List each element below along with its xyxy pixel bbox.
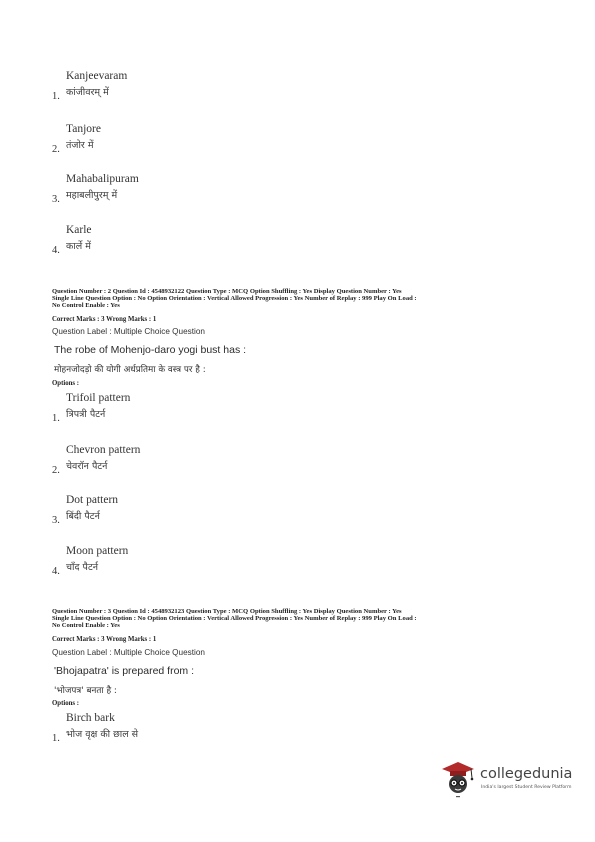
meta-line: Question Number : 3 Question Id : 4548932123 Question Type : MCQ Option Shuffling : Yes Display Question Number : Yes <box>52 608 402 615</box>
option-text-en: Mahabalipuram <box>66 173 139 185</box>
q3-options-label: Options : <box>52 700 80 707</box>
q2-options-label: Options : <box>52 380 80 387</box>
option-text-hi: तंजोर में <box>66 140 94 151</box>
q2-marks: Correct Marks : 3 Wrong Marks : 1 <box>52 316 157 323</box>
meta-line: No Control Enable : Yes <box>52 622 120 630</box>
option-number: 4. <box>52 566 60 577</box>
option-number: 1. <box>52 91 60 102</box>
collegedunia-logo <box>440 760 580 804</box>
option-text-hi: कांजीवरम् में <box>66 87 109 98</box>
q2-metadata <box>52 288 552 310</box>
q3-question-text-hi: 'भोजपत्र' बनता है : <box>54 686 117 696</box>
option-text-hi: त्रिपत्री पैटर्न <box>66 409 106 420</box>
meta-line: Single Line Question Option : No Option Orientation : Vertical Allowed Progression : Yes Number of Replay : 999 Play On Load : <box>52 615 417 623</box>
q3-metadata <box>52 608 552 630</box>
option-number: 1. <box>52 413 60 424</box>
option-text-en: Chevron pattern <box>66 444 141 456</box>
meta-line: Single Line Question Option : No Option Orientation : Vertical Allowed Progression : Yes Number of Replay : 999 Play On Load : <box>52 295 417 303</box>
q3-question-text-en: 'Bhojapatra' is prepared from : <box>54 665 194 677</box>
meta-line: Question Number : 2 Question Id : 4548932122 Question Type : MCQ Option Shuffling : Yes Display Question Number : Yes <box>52 288 402 295</box>
option-number: 2. <box>52 465 60 476</box>
option-text-en: Dot pattern <box>66 494 119 506</box>
graduate-mascot-icon <box>440 760 476 800</box>
option-number: 1. <box>52 733 60 744</box>
option-text-en: Moon pattern <box>66 545 129 557</box>
option-text-hi: महाबलीपुरम् में <box>66 190 118 201</box>
q2-question-text-hi: मोहनजोदड़ो की योगी अर्धप्रतिमा के वस्त्र पर है : <box>54 365 206 375</box>
option-text-hi: भोज वृक्ष की छाल से <box>66 729 139 740</box>
option-number: 3. <box>52 194 60 205</box>
q2-question-label: Question Label : Multiple Choice Question <box>52 327 205 336</box>
option-text-hi: चेवरॉन पैटर्न <box>66 461 108 472</box>
brand-name: collegedunia <box>480 766 573 782</box>
option-text-en: Birch bark <box>66 712 115 724</box>
option-number: 3. <box>52 515 60 526</box>
meta-line: No Control Enable : Yes <box>52 302 120 310</box>
q3-question-label: Question Label : Multiple Choice Question <box>52 648 205 657</box>
option-number: 4. <box>52 245 60 256</box>
option-text-hi: बिंदी पैटर्न <box>66 511 100 522</box>
option-text-en: Tanjore <box>66 123 101 135</box>
q3-marks: Correct Marks : 3 Wrong Marks : 1 <box>52 636 157 643</box>
q2-question-text-en: The robe of Mohenjo-daro yogi bust has : <box>54 344 247 356</box>
option-text-hi: चाँद पैटर्न <box>66 562 99 573</box>
brand-tagline: India's largest Student Review Platform <box>481 785 572 790</box>
option-text-hi: कार्ले में <box>66 241 91 252</box>
option-text-en: Kanjeevaram <box>66 70 128 82</box>
option-text-en: Trifoil pattern <box>66 392 131 404</box>
option-number: 2. <box>52 144 60 155</box>
option-text-en: Karle <box>66 224 92 236</box>
